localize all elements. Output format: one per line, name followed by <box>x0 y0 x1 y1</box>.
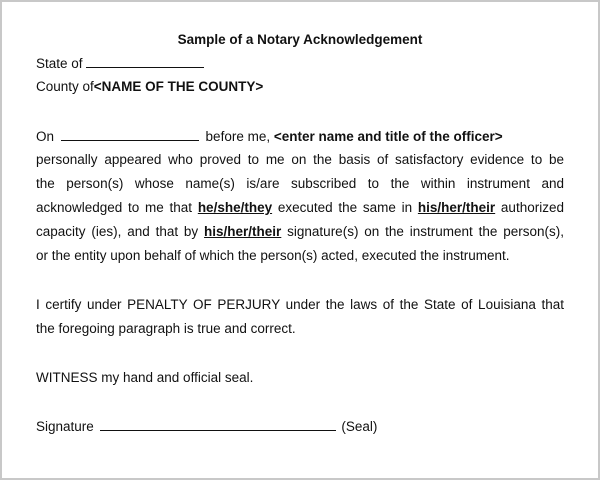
seal-label: (Seal) <box>341 419 378 434</box>
officer-placeholder: <enter name and title of the officer> <box>273 129 503 144</box>
before-me-text: before me, <box>205 129 271 144</box>
date-blank <box>61 128 199 141</box>
paragraph-1-line-1 <box>36 128 564 145</box>
text: signature(s) on the instrument the person(s), <box>287 224 564 239</box>
witness-line: WITNESS my hand and official seal. <box>36 370 254 385</box>
signature-line <box>36 418 564 435</box>
state-line <box>36 55 564 72</box>
text: authorized <box>500 200 564 215</box>
possessive-placeholder: his/her/their <box>204 224 282 239</box>
paragraph-1-line-5 <box>36 224 564 240</box>
document-title: Sample of a Notary Acknowledgement <box>177 32 423 47</box>
county-label: County of <box>36 79 94 94</box>
possessive-placeholder: his/her/their <box>417 200 496 215</box>
county-line <box>36 79 564 95</box>
signature-label: Signature <box>36 419 94 434</box>
paragraph-1-line-2: personally appeared who proved to me on the basis of satisfactory evidence to be <box>36 152 564 167</box>
state-label: State of <box>36 56 83 71</box>
county-placeholder: <NAME OF THE COUNTY> <box>93 79 264 94</box>
text: executed the same in <box>277 200 413 215</box>
pronoun-placeholder: he/she/they <box>197 200 273 215</box>
paragraph-1-line-4 <box>36 200 564 216</box>
text: acknowledged to me that <box>36 200 193 215</box>
text: capacity (ies), and that by <box>36 224 199 239</box>
signature-blank <box>100 418 336 431</box>
paragraph-2-line-1: I certify under PENALTY OF PERJURY under the laws of the State of Louisiana that <box>36 297 564 312</box>
state-blank <box>86 55 204 68</box>
on-label: On <box>36 129 55 144</box>
paragraph-2-line-2: the foregoing paragraph is true and correct. <box>36 321 296 336</box>
paragraph-1-line-6: or the entity upon behalf of which the person(s) acted, executed the instrument. <box>36 248 510 263</box>
paragraph-1-line-3: the person(s) whose name(s) is/are subscribed to the within instrument and <box>36 176 564 191</box>
